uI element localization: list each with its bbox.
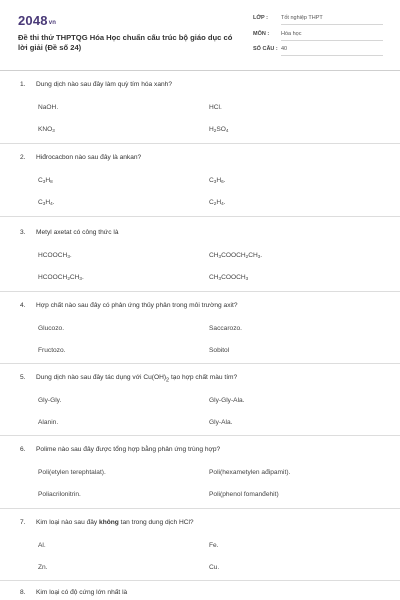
meta-class-value: Tốt nghiệp THPT xyxy=(281,15,323,21)
question-text: Polime nào sau đây được tổng hợp bằng phản ứng trùng hợp? xyxy=(36,446,221,453)
answer-option-a[interactable]: Gly-Gly. xyxy=(38,397,62,404)
question-number: 1. xyxy=(20,81,26,88)
logo-suffix: vn xyxy=(48,20,57,26)
question-number: 8. xyxy=(20,589,26,596)
answer-option-c[interactable]: Zn. xyxy=(38,564,48,571)
question-text: Hiđrocacbon nào sau đây là ankan? xyxy=(36,154,142,161)
meta-class-underline xyxy=(281,24,383,25)
exam-header xyxy=(0,0,400,78)
meta-subject-underline xyxy=(281,40,383,41)
answer-option-b[interactable]: $C_3H_6$. xyxy=(209,177,226,184)
meta-subject xyxy=(253,30,383,41)
answer-option-a[interactable]: $C_3H_8$ xyxy=(38,177,53,184)
meta-question-count-label: SỐ CÂU : xyxy=(253,46,278,52)
answer-option-c[interactable]: $HCOOCH_2CH_3$. xyxy=(38,274,84,281)
question-number: 7. xyxy=(20,519,26,526)
question-number: 6. xyxy=(20,446,26,453)
question-separator xyxy=(0,508,400,509)
answer-option-a[interactable]: Al. xyxy=(38,542,46,549)
question-text: Dung dịch nào sau đây tác dụng với $Cu(OH)_2$ tạo hợp chất màu tím? xyxy=(36,374,238,384)
logo-text: 2048 xyxy=(18,13,48,28)
site-logo[interactable] xyxy=(18,13,56,28)
question-separator xyxy=(0,435,400,436)
question-text: Kim loại có độ cứng lớn nhất là xyxy=(36,589,128,596)
answer-option-a[interactable]: Glucozo. xyxy=(38,325,65,332)
answer-option-b[interactable]: HCl. xyxy=(209,104,222,111)
meta-question-count xyxy=(253,45,383,56)
answer-option-a[interactable]: Poli(etylen terephtalat). xyxy=(38,469,106,476)
meta-subject-label: MÔN : xyxy=(253,31,270,37)
answer-option-d[interactable]: $C_2H_4$. xyxy=(209,199,226,206)
answer-option-b[interactable]: $CH_3COOCH_2CH_3$. xyxy=(209,252,263,259)
header-divider xyxy=(0,70,400,71)
question-separator xyxy=(0,216,400,217)
answer-option-d[interactable]: Gly-Ala. xyxy=(209,419,233,426)
meta-subject-value: Hóa học xyxy=(281,31,302,37)
question-text: Metyl axetat có công thức là xyxy=(36,229,119,236)
question-separator xyxy=(0,363,400,364)
answer-option-d[interactable]: Cu. xyxy=(209,564,220,571)
answer-option-d[interactable]: $CH_3COOCH_3$ xyxy=(209,274,249,281)
answer-option-c[interactable]: $KNO_3$ xyxy=(38,126,55,133)
answer-option-c[interactable]: Fructozo. xyxy=(38,347,66,354)
meta-question-count-value: 40 xyxy=(281,46,288,52)
exam-title: Đề thi thử THPTQG Hóa Học chuẩn cấu trúc bộ giáo dục có lời giải (Đề số 24) xyxy=(18,33,233,52)
question-separator xyxy=(0,580,400,581)
answer-option-d[interactable]: Poli(phenol fomanđehit) xyxy=(209,491,279,498)
question-text: Hợp chất nào sau đây có phản ứng thủy phân trong môi trường axit? xyxy=(36,302,238,309)
answer-option-b[interactable]: Fe. xyxy=(209,542,219,549)
meta-class-label: LỚP : xyxy=(253,15,268,21)
question-separator xyxy=(0,291,400,292)
answer-option-b[interactable]: Poli(hexametylen ađipamit). xyxy=(209,469,291,476)
answer-option-b[interactable]: Saccarozo. xyxy=(209,325,242,332)
answer-option-c[interactable]: Poliacrilonitrin. xyxy=(38,491,81,498)
meta-question-count-underline xyxy=(281,55,383,56)
answer-option-d[interactable]: Sobitol xyxy=(209,347,230,354)
answer-option-c[interactable]: $C_3H_4$. xyxy=(38,199,55,206)
answer-option-d[interactable]: $H_2SO_4$ xyxy=(209,126,229,133)
question-number: 5. xyxy=(20,374,26,381)
answer-option-a[interactable]: $HCOOCH_3$. xyxy=(38,252,72,259)
question-text: Dung dịch nào sau đây làm quỳ tím hóa xanh? xyxy=(36,81,172,88)
answer-option-b[interactable]: Gly-Gly-Ala. xyxy=(209,397,245,404)
question-text: Kim loại nào sau đây không tan trong dung dịch HCl? xyxy=(36,519,194,526)
meta-class xyxy=(253,14,383,25)
answer-option-a[interactable]: NaOH. xyxy=(38,104,59,111)
question-number: 2. xyxy=(20,154,26,161)
answer-option-c[interactable]: Alanin. xyxy=(38,419,59,426)
question-number: 4. xyxy=(20,302,26,309)
question-separator xyxy=(0,143,400,144)
question-number: 3. xyxy=(20,229,26,236)
